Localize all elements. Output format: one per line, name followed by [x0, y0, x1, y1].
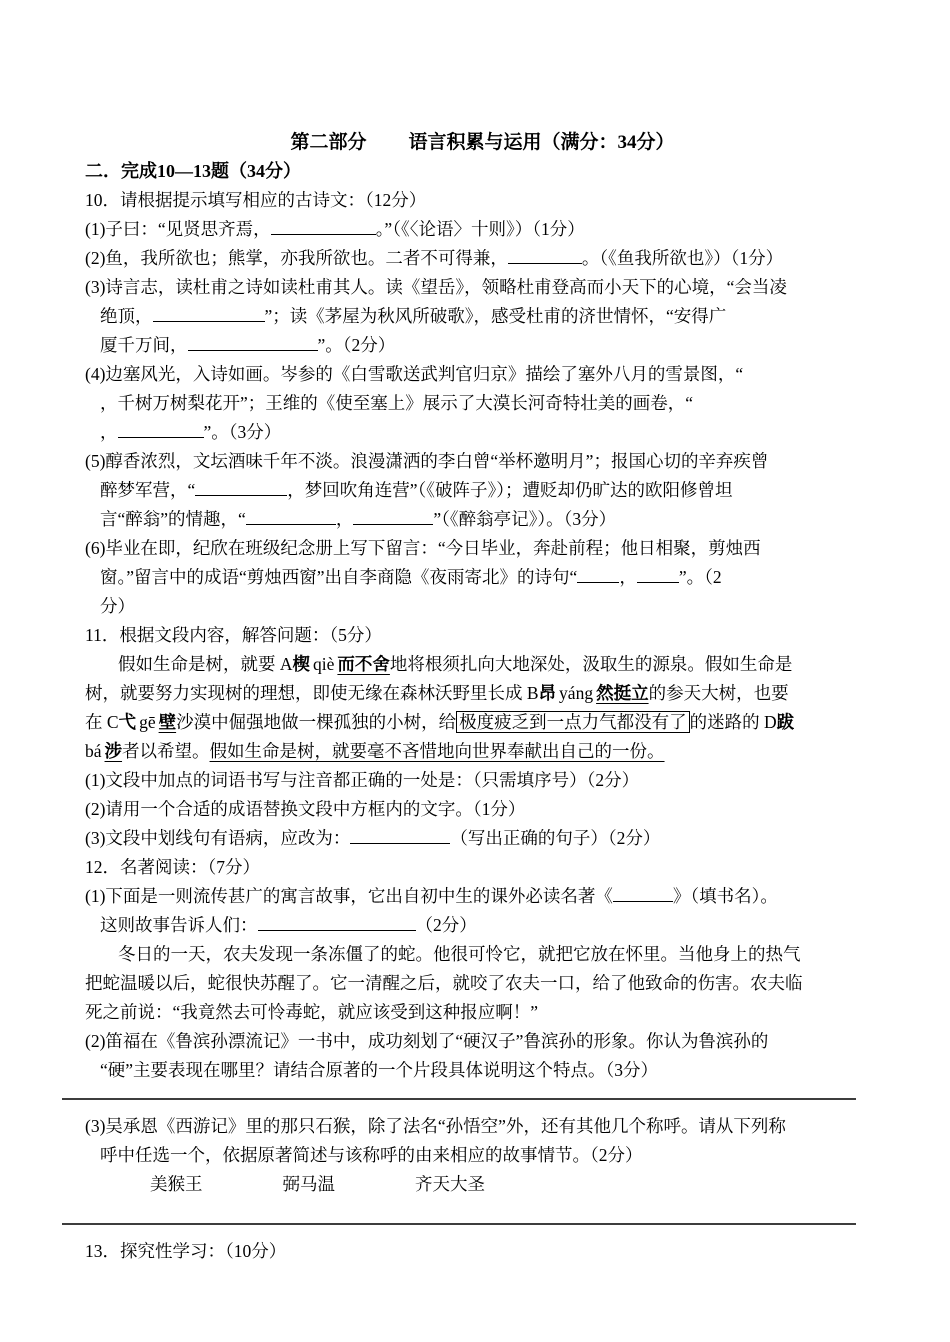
- option-meihouwang: 美猴王: [150, 1174, 203, 1194]
- q12-item-1-text: (1)下面是一则流传甚广的寓言故事，它出自初中生的课外必读名著《: [85, 886, 613, 906]
- q10-item-5-line-2: [85, 476, 880, 505]
- pinyin: gē: [139, 712, 156, 732]
- q11-passage-line-3: [85, 708, 880, 737]
- q12-item-3-line-1: (3)吴承恩《西游记》里的那只石猴，除了法名“孙悟空”外，还有其他几个称呼。请从下列称: [85, 1116, 786, 1136]
- option-qitiandasheng: 齐天大圣: [415, 1174, 485, 1194]
- passage-text: 的迷路的 D: [689, 712, 777, 732]
- q10-item-3-text: ”；读《茅屋为秋风所破歌》，感受杜甫的济世情怀，“安得广: [264, 306, 727, 326]
- passage-text: 树，就要努力实现树的理想，即使无缘在森林沃野里长成 B: [85, 683, 539, 703]
- answer-blank: [353, 506, 433, 525]
- q10-item-3-line-2: [85, 302, 880, 331]
- q12-item-2-line-2: “硬”主要表现在哪里？请结合原著的一个片段具体说明这个特点。（3分）: [100, 1060, 659, 1080]
- answer-blank: [637, 564, 679, 583]
- dotted-word: 然挺立: [596, 683, 649, 703]
- q11-sub-3: [85, 824, 880, 853]
- q10-item-5-text: ，梦回吹角连营”（《破阵子》）；遭贬却仍旷达的欧阳修曾坦: [287, 480, 733, 500]
- q10-item-5-text: 醉梦军营，“: [100, 480, 196, 500]
- q12-fable-line-3: 死之前说：“我竟然去可怜毒蛇，就应该受到这种报应啊！”: [85, 1002, 539, 1022]
- part-title: 语言积累与运用（满分：34分）: [408, 132, 675, 153]
- q10-item-6-text: ，: [619, 567, 637, 587]
- q10-heading: 10．请根据提示填写相应的古诗文：（12分）: [85, 190, 427, 210]
- passage-text: 沙漠中倔强地做一棵孤独的小树，给: [176, 712, 457, 732]
- q10-item-2: [85, 244, 880, 273]
- dotted-word: 涉: [104, 741, 123, 761]
- answer-blank: [195, 477, 287, 496]
- dotted-word: 壁: [158, 712, 177, 732]
- answer-blank: [613, 883, 673, 902]
- q11-sub-1: (1)文段中加点的词语书写与注音都正确的一处是：（只需填序号）（2分）: [85, 770, 640, 790]
- q10-item-1-text: (1)子曰：“见贤思齐焉，: [85, 219, 271, 239]
- part-label: 第二部分: [290, 132, 367, 153]
- passage-text: 在 C: [85, 712, 119, 732]
- boxed-phrase: 极度疲乏到一点力气都没有了: [456, 711, 690, 733]
- q10-item-6-line-3: 分）: [100, 596, 135, 616]
- q11-sub-3-text: (3)文段中划线句有语病，应改为：: [85, 828, 351, 848]
- q11-passage-line-2: [85, 679, 880, 708]
- q10-item-2-text: (2)鱼，我所欲也；熊掌，亦我所欲也。二者不可得兼，: [85, 248, 508, 268]
- q12-item-2-line-1: (2)笛福在《鲁滨孙漂流记》一书中，成功刻划了“硬汉子”鲁滨孙的形象。你认为鲁滨孙的: [85, 1031, 769, 1051]
- q13-heading: 13．探究性学习：（10分）: [85, 1241, 287, 1261]
- q10-item-1-source: 。”（《〈论语〉十则》）（1分）: [375, 219, 585, 239]
- pinyin: bá: [85, 741, 102, 761]
- dotted-word: 跋: [776, 712, 795, 732]
- dotted-word: 弋: [118, 712, 137, 732]
- q11-sub-2: (2)请用一个合适的成语替换文段中方框内的文字。（1分）: [85, 799, 526, 819]
- answer-blank: [577, 564, 619, 583]
- part-header: [85, 128, 880, 157]
- answer-blank: [271, 216, 376, 235]
- q10-item-6-text: ”。（2: [678, 567, 722, 587]
- q11-heading: 11．根据文段内容，解答问题：（5分）: [85, 625, 382, 645]
- passage-text: 地将根须扎向大地深处，汲取生的源泉。假如生命是: [389, 654, 793, 674]
- answer-divider: [62, 1223, 856, 1225]
- q12-fable-line-1: 冬日的一天，农夫发现一条冻僵了的蛇。他很可怜它，就把它放在怀里。当他身上的热气: [118, 944, 801, 964]
- q10-item-3-score: ”。（2分）: [317, 335, 396, 355]
- q10-item-4-line-3: [85, 418, 880, 447]
- q10-item-5-score: ”（《醉翁亭记》）。（3分）: [433, 509, 617, 529]
- dotted-word: 楔: [292, 654, 311, 674]
- q12-item-3-line-2: 呼中任选一个，依据原著简述与该称呼的由来相应的故事情节。（2分）: [100, 1145, 643, 1165]
- q10-item-6-text: 窗。”留言中的成语“剪烛西窗”出自李商隐《夜雨寄北》的诗句“: [100, 567, 578, 587]
- q10-item-2-source: 。（《鱼我所欲也》）（1分）: [581, 248, 784, 268]
- q10-item-3-text: 绝顶，: [100, 306, 153, 326]
- q10-item-6-line-1: (6)毕业在即，纪欣在班级纪念册上写下留言：“今日毕业，奔赴前程；他日相聚，剪烛西: [85, 538, 761, 558]
- q10-item-6-line-2: [85, 563, 880, 592]
- pinyin: qiè: [313, 654, 335, 674]
- dotted-word: 昂: [538, 683, 557, 703]
- q10-item-3-line-1: (3)诗言志，读杜甫之诗如读杜甫其人。读《望岳》，领略杜甫登高而小天下的心境，“会当凌: [85, 277, 787, 297]
- q10-item-5-line-1: (5)醇香浓烈，文坛酒味千年不淡。浪漫潇洒的李白曾“举杯邀明月”；报国心切的辛弃疾曾: [85, 451, 769, 471]
- answer-blank: [188, 332, 318, 351]
- q10-item-4-line-1: (4)边塞风光，入诗如画。岑参的《白雪歌送武判官归京》描绘了塞外八月的雪景图，“: [85, 364, 744, 384]
- q12-heading: 12．名著阅读：（7分）: [85, 857, 260, 877]
- q10-item-3-line-3: [85, 331, 880, 360]
- answer-blank: [508, 245, 582, 264]
- q11-sub-3-note: （写出正确的句子）（2分）: [450, 828, 661, 848]
- q10-item-5-text: 言“醉翁”的情趣，“: [100, 509, 246, 529]
- q11-passage-line-1: [85, 650, 880, 679]
- pinyin: yáng: [559, 683, 594, 703]
- q10-item-5-text: ，: [335, 509, 354, 529]
- answer-blank: [118, 419, 204, 438]
- underlined-sentence: 假如生命是树，就要毫不吝惜地向世界奉献出自己的一份。: [209, 741, 665, 761]
- q10-item-4-text: ，: [100, 422, 118, 442]
- answer-blank: [258, 912, 416, 931]
- q12-item-1-note: 》（填书名）。: [672, 886, 778, 906]
- section-heading: 二．完成10—13题（34分）: [85, 161, 301, 181]
- passage-text: 者以希望。: [122, 741, 210, 761]
- answer-blank: [350, 825, 450, 844]
- q12-item-1-line-1: [85, 882, 880, 911]
- q12-item-3-options: [85, 1170, 880, 1199]
- q10-item-1: [85, 215, 880, 244]
- q12-item-1-text: 这则故事告诉人们：: [100, 915, 258, 935]
- answer-blank: [153, 303, 265, 322]
- q11-passage-line-4: [85, 737, 880, 766]
- answer-blank: [246, 506, 336, 525]
- q10-item-5-line-3: [85, 505, 880, 534]
- dotted-word: 而不舍: [337, 654, 390, 674]
- q12-fable-line-2: 把蛇温暖以后，蛇很快苏醒了。它一清醒之后，就咬了农夫一口，给了他致命的伤害。农夫临: [85, 973, 803, 993]
- q12-item-1-line-2: [85, 911, 880, 940]
- passage-text: 的参天大树，也要: [648, 683, 789, 703]
- q10-item-3-text: 厦千万间，: [100, 335, 188, 355]
- passage-text: 假如生命是树，就要 A: [118, 654, 293, 674]
- q10-item-4-score: ”。（3分）: [203, 422, 282, 442]
- q10-item-4-line-2: ，千树万树梨花开”；王维的《使至塞上》展示了大漠长河奇特壮美的画卷，“: [100, 393, 694, 413]
- option-bimawen: 弼马温: [282, 1174, 335, 1194]
- answer-divider: [62, 1098, 856, 1100]
- q12-item-1-score: （2分）: [415, 915, 477, 935]
